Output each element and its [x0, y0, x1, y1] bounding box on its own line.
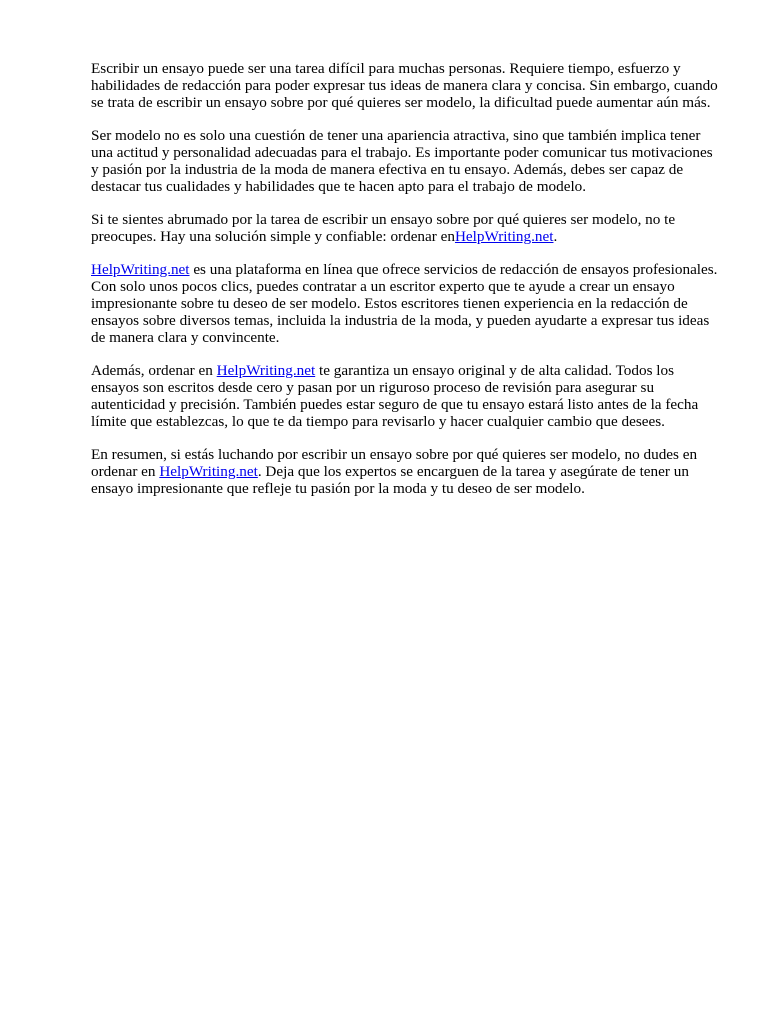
helpwriting-link[interactable]: HelpWriting.net	[159, 463, 258, 480]
paragraph-summary-lead: En resumen, si estás luchando por escribir un ensayo sobre por qué quieres ser modelo, no dudes en ordenar en	[91, 446, 698, 480]
paragraph-platform-text: es una plataforma en línea que ofrece servicios de redacción de ensayos profesionales. Con solo unos pocos clics, puedes contratar a un escritor experto que te ayude a crear un ensayo impresionante sobre tu deseo de ser modelo. Estos escritores tienen experiencia en la redacción de ensayos sobre diversos temas, incluida la industria de la moda, y pueden ayudarte a expresar tus ideas de manera clara y convincente.	[91, 261, 718, 346]
paragraph-solution-text: Si te sientes abrumado por la tarea de escribir un ensayo sobre por qué quieres ser modelo, no te preocupes. Hay una solución simple y confiable: ordenar en	[91, 211, 676, 245]
helpwriting-link[interactable]: HelpWriting.net	[91, 261, 190, 278]
paragraph-solution-period: .	[553, 228, 558, 245]
paragraph-summary	[91, 446, 721, 497]
paragraph-platform	[91, 261, 721, 346]
helpwriting-link[interactable]: HelpWriting.net	[216, 362, 316, 379]
paragraph-intro: Escribir un ensayo puede ser una tarea difícil para muchas personas. Requiere tiempo, esfuerzo y habilidades de redacción para poder expresar tus ideas de manera clara y concisa. Sin embargo, cuando se trata de escribir un ensayo sobre por qué quieres ser modelo, la dificultad puede aumentar aún más.	[91, 60, 718, 111]
paragraph-solution	[91, 211, 721, 245]
paragraph-quality-text: te garantiza un ensayo original y de alta calidad. Todos los ensayos son escritos desde cero y pasan por un riguroso proceso de revisión para asegurar su autenticidad y precisión. También puedes estar seguro de que tu ensayo estará listo antes de la fecha límite que establezcas, lo que te da tiempo para revisarlo y hacer cualquier cambio que desees.	[91, 362, 699, 430]
paragraph-quality-lead: Además, ordenar en	[91, 362, 217, 379]
document-body	[91, 60, 721, 513]
paragraph-quality	[91, 362, 721, 430]
paragraph-modeling: Ser modelo no es solo una cuestión de tener una apariencia atractiva, sino que también implica tener una actitud y personalidad adecuadas para el trabajo. Es importante poder comunicar tus motivaciones y pasión por la industria de la moda de manera efectiva en tu ensayo. Además, debes ser capaz de destacar tus cualidades y habilidades que te hacen apto para el trabajo de modelo.	[91, 127, 713, 195]
helpwriting-link[interactable]: HelpWriting.net	[454, 228, 554, 245]
paragraph-summary-text: . Deja que los expertos se encarguen de la tarea y asegúrate de tener un ensayo impresionante que refleje tu pasión por la moda y tu deseo de ser modelo.	[91, 463, 689, 497]
